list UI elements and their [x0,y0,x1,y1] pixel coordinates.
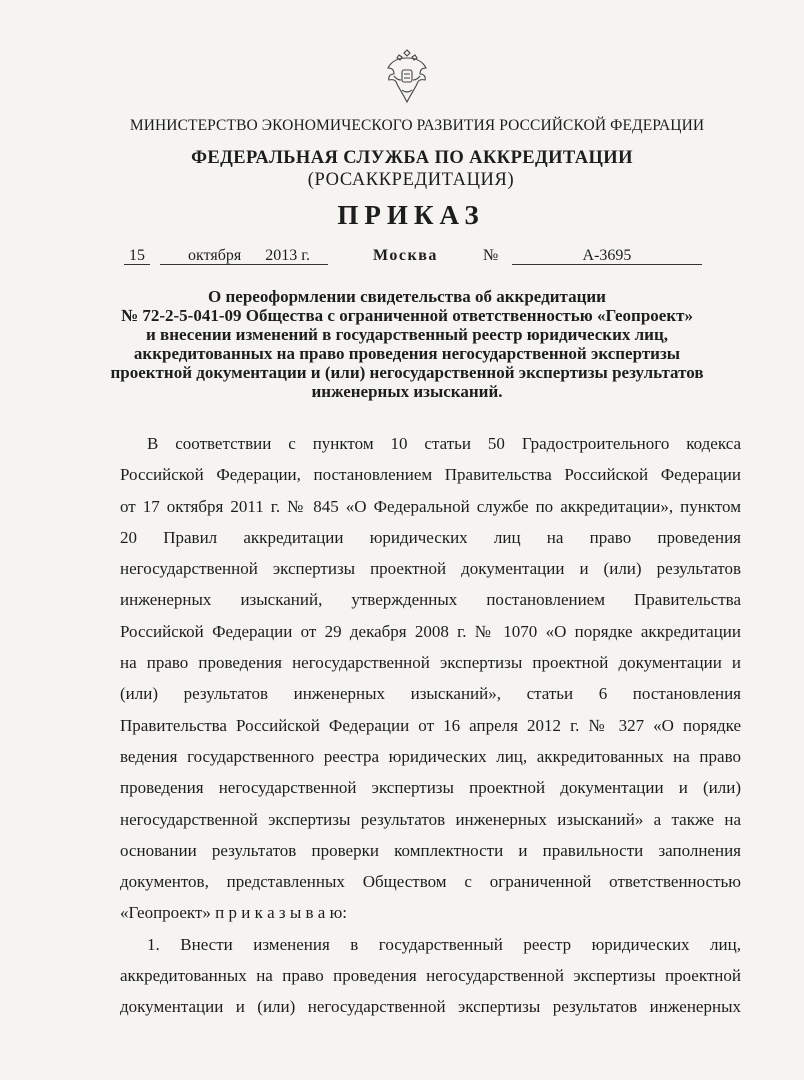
body-line: документов, представленных Обществом с ограниченной ответственностью [120,872,741,892]
body-line: от 17 октября 2011 г. № 845 «О Федеральной службе по аккредитации», пунктом [120,496,741,516]
body-line: В соответствии с пунктом 10 статьи 50 Градостроительного кодекса [147,434,741,453]
coat-of-arms-emblem [384,46,430,106]
city: Москва [373,247,438,264]
body-line: основании результатов проверки комплектности и правильности заполнения [120,840,741,860]
heading-line: № 72-2-5-041-09 Общества с ограниченной ответственностью «Геопроект» [121,306,693,325]
body-line: Российской Федерации от 29 декабря 2008 г. № 1070 «О порядке аккредитации [120,621,741,641]
heading-line: и внесении изменений в государственный реестр юридических лиц, [145,325,669,344]
body-line: аккредитованных на право проведения негосударственной экспертизы проектной [120,966,741,986]
body-line: проведения негосударственной экспертизы проектной документации и (или) [120,778,741,798]
date-month: октября [188,247,242,264]
body-line: Российской Федерации, постановлением Правительства Российской Федерации [120,465,741,485]
heading-line: О переоформлении свидетельства об аккредитации [208,287,606,306]
body-line: инженерных изысканий, утвержденных постановлением Правительства [120,590,741,610]
body-line: «Геопроект» п р и к а з ы в а ю: [120,903,348,923]
order-body [120,428,741,1023]
service-abbreviation: (РОСАККРЕДИТАЦИЯ) [307,170,515,190]
body-line: негосударственной экспертизы результатов инженерных изысканий» а также на [120,809,741,829]
body-line: на право проведения негосударственной экспертизы проектной документации и [120,653,741,673]
date-year: 2013 г. [265,247,310,264]
service-name: ФЕДЕРАЛЬНАЯ СЛУЖБА ПО АККРЕДИТАЦИИ [191,148,633,168]
body-line: Правительства Российской Федерации от 16 апреля 2012 г. № 327 «О порядке [120,715,741,735]
order-number: А-3695 [512,247,702,265]
body-line: (или) результатов инженерных изысканий», статьи 6 постановления [120,684,741,704]
body-line: 1. Внести изменения в государственный реестр юридических лиц, [147,934,741,954]
heading-line: проектной документации и (или) негосударственной экспертизы результатов [110,363,704,382]
date-day: 15 [124,247,150,265]
body-line: 20 Правил аккредитации юридических лиц на право проведения [120,527,741,547]
body-line: негосударственной экспертизы проектной документации и (или) результатов [120,559,741,579]
number-sign: № [483,247,499,264]
heading-line: инженерных изысканий. [311,382,503,401]
document-title: ПРИКАЗ [337,200,485,230]
order-heading [70,287,744,401]
body-line: документации и (или) негосударственной экспертизы результатов инженерных [120,997,741,1017]
body-line: ведения государственного реестра юридических лиц, аккредитованных на право [120,746,741,766]
date-month-year [160,247,328,265]
ministry-name: МИНИСТЕРСТВО ЭКОНОМИЧЕСКОГО РАЗВИТИЯ РОССИЙСКОЙ ФЕДЕРАЦИИ [129,117,705,134]
heading-line: аккредитованных на право проведения негосударственной экспертизы [133,344,681,363]
